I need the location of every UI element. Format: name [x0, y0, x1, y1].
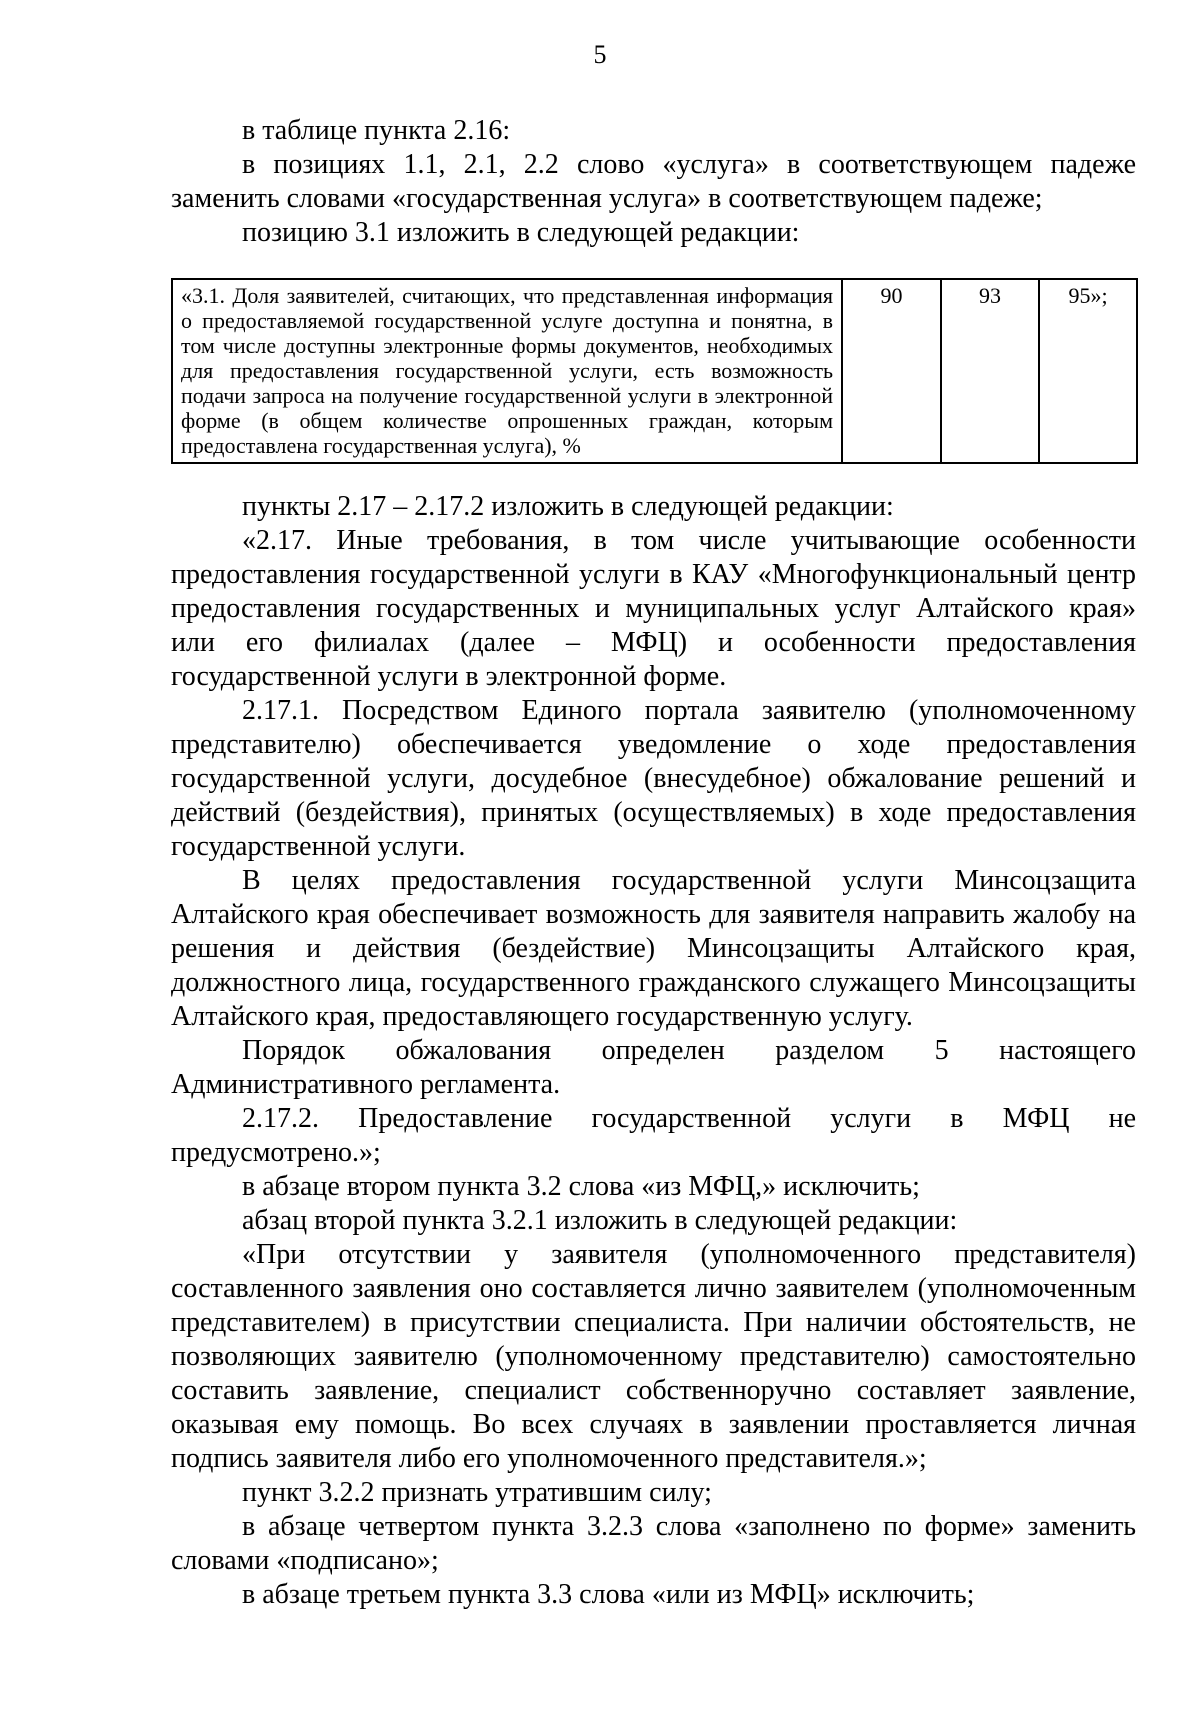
amendment-table: [171, 278, 1138, 464]
paragraph-2172: 2.17.2. Предоставление государственной услуги в МФЦ не предусмотрено.»;: [171, 1103, 1136, 1168]
table-cell-value-3: 95»;: [1039, 279, 1137, 463]
table-cell-value-2: 93: [941, 279, 1039, 463]
paragraph-appeal-order: Порядок обжалования определен разделом 5 настоящего Административного регламента.: [171, 1035, 1136, 1100]
table-cell-value-1: 90: [842, 279, 941, 463]
paragraph-32: в абзаце втором пункта 3.2 слова «из МФЦ,» исключить;: [242, 1171, 920, 1202]
paragraph-points-217: пункты 2.17 – 2.17.2 изложить в следующей редакции:: [242, 491, 894, 522]
paragraph-table-reference: в таблице пункта 2.16:: [242, 115, 511, 146]
paragraph-217: «2.17. Иные требования, в том числе учитывающие особенности предоставления государственной услуги в КАУ «Многофункциональный центр предоставления государственных и муниципальных услуг Алтайского края» или его филиалах (далее – МФЦ) и особенности предоставления государственной услуги в электронной форме.: [171, 525, 1136, 692]
paragraph-complaint: В целях предоставления государственной услуги Минсоцзащита Алтайского края обеспечивает возможность для заявителя направить жалобу на решения и действия (бездействие) Минсоцзащиты Алтайского края, должностного лица, государственного гражданского служащего Минсоцзащиты Алтайского края, предоставляющего государственную услугу.: [171, 865, 1136, 1032]
paragraph-position-intro: позицию 3.1 изложить в следующей редакции:: [242, 217, 800, 248]
paragraph-replace-word: в позициях 1.1, 2.1, 2.2 слово «услуга» в соответствующем падеже заменить словами «государственная услуга» в соответствующем падеже;: [171, 149, 1136, 214]
amendment-table-container: [171, 278, 1136, 464]
page-number: 5: [593, 40, 607, 69]
paragraph-33: в абзаце третьем пункта 3.3 слова «или из МФЦ» исключить;: [242, 1579, 975, 1610]
document-body: [171, 114, 1136, 1612]
paragraph-323: в абзаце четвертом пункта 3.2.3 слова «заполнено по форме» заменить словами «подписано»;: [171, 1511, 1136, 1576]
table-row: [172, 279, 1137, 463]
table-cell-description: «3.1. Доля заявителей, считающих, что представленная информация о предоставляемой государственной услуге доступна и понятна, в том числе доступны электронные формы документов, необходимых для предоставления государственной услуги, есть возможность подачи запроса на получение государственной услуги в электронной форме (в общем количестве опрошенных граждан, которым предоставлена государственная услуга), %: [172, 279, 842, 463]
paragraph-321-text: «При отсутствии у заявителя (уполномоченного представителя) составленного заявления оно составляется лично заявителем (уполномоченным представителем) в присутствии специалиста. При наличии обстоятельств, не позволяющих заявителю (уполномоченному представителю) самостоятельно составить заявление, специалист собственноручно составляет заявление, оказывая ему помощь. Во всех случаях в заявлении проставляется личная подпись заявителя либо его уполномоченного представителя.»;: [171, 1239, 1136, 1474]
paragraph-321-intro: абзац второй пункта 3.2.1 изложить в следующей редакции:: [242, 1205, 958, 1236]
paragraph-322: пункт 3.2.2 признать утратившим силу;: [242, 1477, 712, 1508]
paragraph-2171: 2.17.1. Посредством Единого портала заявителю (уполномоченному представителю) обеспечивается уведомление о ходе предоставления государственной услуги, досудебное (внесудебное) обжалование решений и действий (бездействия), принятых (осуществляемых) в ходе предоставления государственной услуги.: [171, 695, 1136, 862]
